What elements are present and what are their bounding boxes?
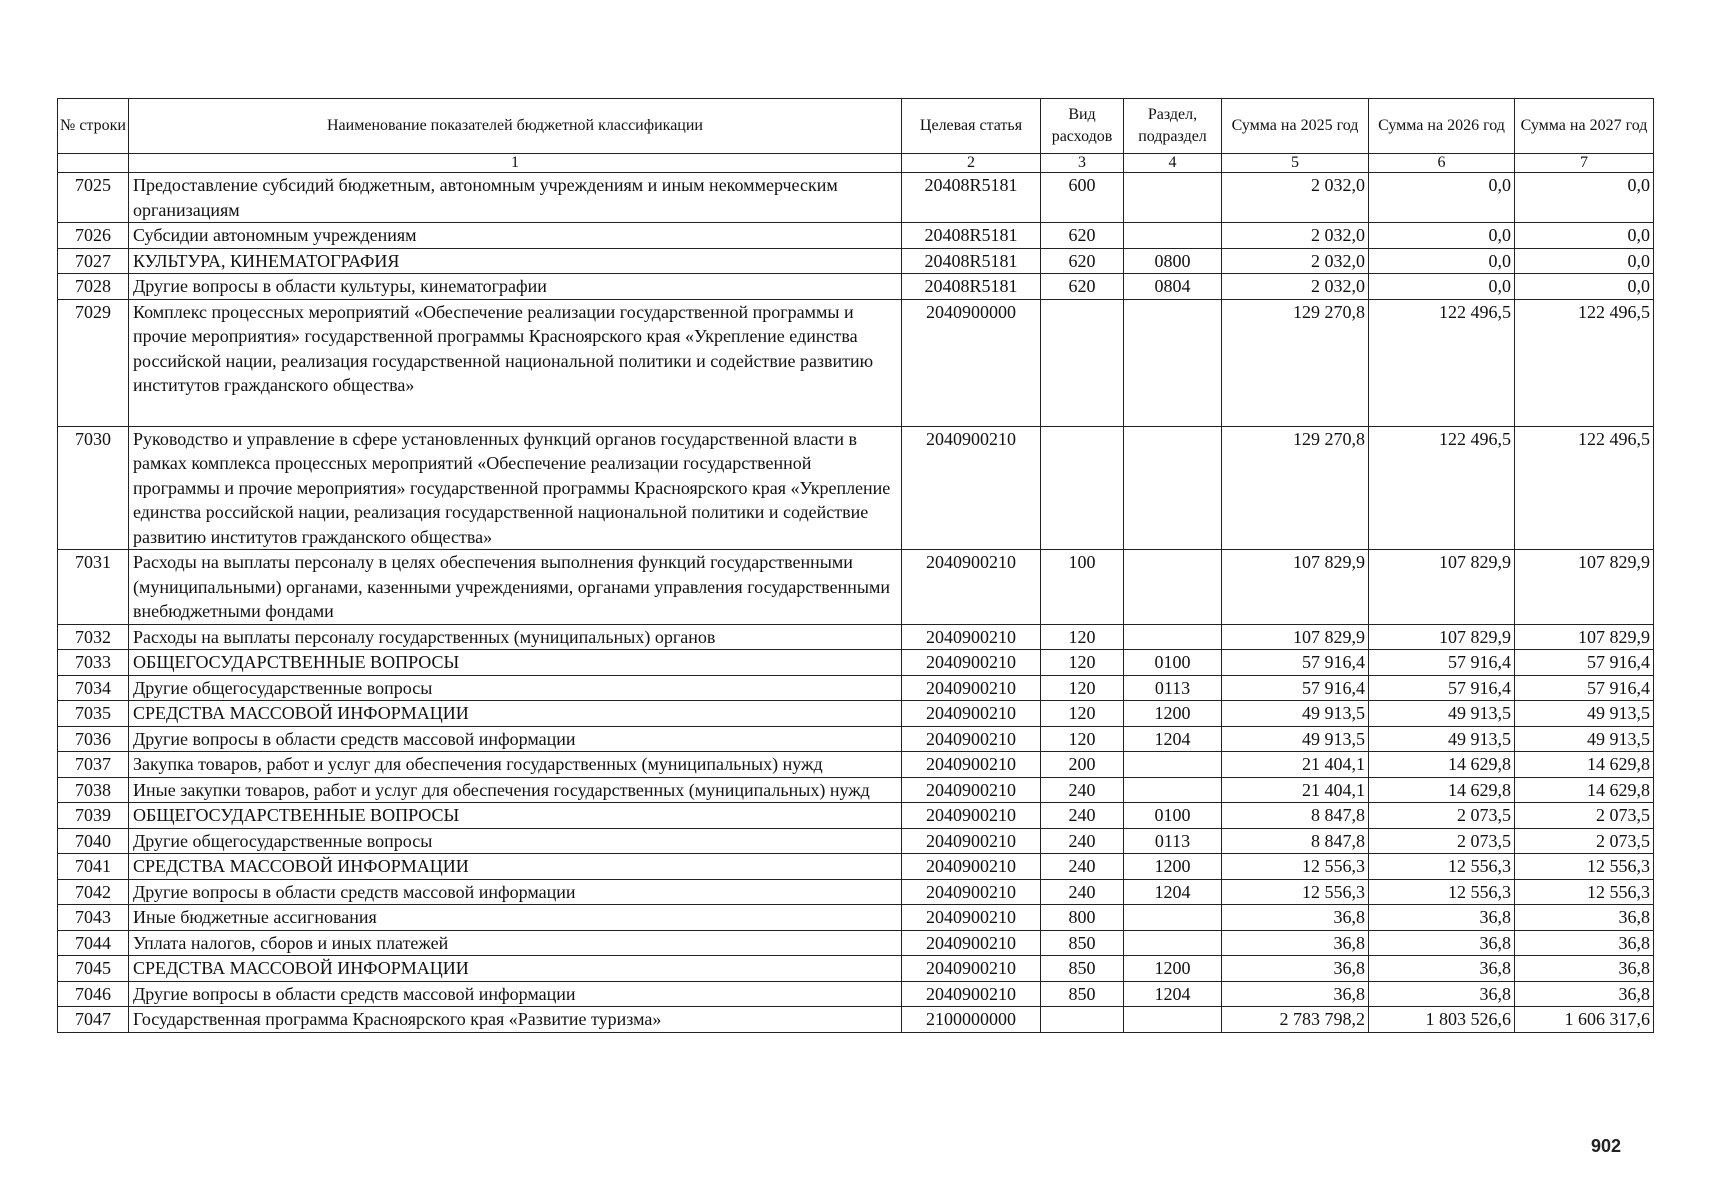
row-section bbox=[1124, 1007, 1222, 1033]
row-number: 7031 bbox=[58, 550, 129, 625]
row-name: КУЛЬТУРА, КИНЕМАТОГРАФИЯ bbox=[129, 248, 902, 274]
row-name: Иные бюджетные ассигнования bbox=[129, 905, 902, 931]
row-expense-kind: 240 bbox=[1041, 777, 1124, 803]
row-expense-kind: 620 bbox=[1041, 223, 1124, 249]
row-sum-2027: 0,0 bbox=[1515, 223, 1654, 249]
row-sum-2025: 107 829,9 bbox=[1222, 550, 1369, 625]
row-expense-kind: 120 bbox=[1041, 701, 1124, 727]
row-number: 7027 bbox=[58, 248, 129, 274]
column-number: 7 bbox=[1515, 154, 1654, 173]
row-sum-2027: 36,8 bbox=[1515, 956, 1654, 982]
row-target-article: 2040900210 bbox=[902, 879, 1041, 905]
row-section bbox=[1124, 173, 1222, 223]
row-target-article: 2040900210 bbox=[902, 828, 1041, 854]
row-sum-2025: 57 916,4 bbox=[1222, 675, 1369, 701]
row-expense-kind: 850 bbox=[1041, 930, 1124, 956]
header-row bbox=[58, 99, 1654, 154]
table-row bbox=[58, 956, 1654, 982]
row-expense-kind bbox=[1041, 426, 1124, 550]
column-number: 5 bbox=[1222, 154, 1369, 173]
row-number: 7034 bbox=[58, 675, 129, 701]
row-section: 1200 bbox=[1124, 854, 1222, 880]
row-expense-kind: 120 bbox=[1041, 624, 1124, 650]
row-sum-2026: 0,0 bbox=[1369, 274, 1515, 300]
row-sum-2026: 107 829,9 bbox=[1369, 624, 1515, 650]
row-section bbox=[1124, 752, 1222, 778]
row-name: Комплекс процессных мероприятий «Обеспечение реализации государственной программы и прочие мероприятия» государственной программы Красноярского края «Укрепление единства российской нации, реализация государственной национальной политики и содействие развитию институтов гражданского общества» bbox=[129, 299, 902, 426]
table-header bbox=[58, 99, 1654, 154]
row-section: 0113 bbox=[1124, 828, 1222, 854]
row-expense-kind: 240 bbox=[1041, 879, 1124, 905]
row-number: 7036 bbox=[58, 726, 129, 752]
row-sum-2025: 2 032,0 bbox=[1222, 248, 1369, 274]
row-name: Уплата налогов, сборов и иных платежей bbox=[129, 930, 902, 956]
table-row bbox=[58, 726, 1654, 752]
row-sum-2027: 0,0 bbox=[1515, 274, 1654, 300]
row-section bbox=[1124, 777, 1222, 803]
row-number: 7037 bbox=[58, 752, 129, 778]
row-number: 7042 bbox=[58, 879, 129, 905]
header-sum-2027: Сумма на 2027 год bbox=[1515, 99, 1654, 154]
row-number: 7041 bbox=[58, 854, 129, 880]
table-row bbox=[58, 701, 1654, 727]
row-number: 7025 bbox=[58, 173, 129, 223]
row-sum-2027: 14 629,8 bbox=[1515, 777, 1654, 803]
row-sum-2027: 36,8 bbox=[1515, 905, 1654, 931]
column-number-row bbox=[58, 154, 1654, 173]
row-sum-2025: 8 847,8 bbox=[1222, 803, 1369, 829]
row-number: 7035 bbox=[58, 701, 129, 727]
row-sum-2026: 36,8 bbox=[1369, 905, 1515, 931]
row-target-article: 2040900210 bbox=[902, 905, 1041, 931]
row-target-article: 2040900210 bbox=[902, 956, 1041, 982]
row-sum-2025: 12 556,3 bbox=[1222, 879, 1369, 905]
row-name: Другие общегосударственные вопросы bbox=[129, 828, 902, 854]
row-name: СРЕДСТВА МАССОВОЙ ИНФОРМАЦИИ bbox=[129, 956, 902, 982]
row-section: 1200 bbox=[1124, 956, 1222, 982]
column-number: 6 bbox=[1369, 154, 1515, 173]
row-sum-2027: 122 496,5 bbox=[1515, 299, 1654, 426]
row-sum-2025: 8 847,8 bbox=[1222, 828, 1369, 854]
row-sum-2026: 107 829,9 bbox=[1369, 550, 1515, 625]
row-name: Закупка товаров, работ и услуг для обеспечения государственных (муниципальных) нужд bbox=[129, 752, 902, 778]
table-row bbox=[58, 675, 1654, 701]
row-number: 7029 bbox=[58, 299, 129, 426]
row-number: 7039 bbox=[58, 803, 129, 829]
row-sum-2026: 0,0 bbox=[1369, 223, 1515, 249]
row-sum-2025: 49 913,5 bbox=[1222, 701, 1369, 727]
row-sum-2027: 57 916,4 bbox=[1515, 650, 1654, 676]
row-number: 7030 bbox=[58, 426, 129, 550]
row-name: Другие вопросы в области средств массовой информации bbox=[129, 981, 902, 1007]
row-target-article: 20408R5181 bbox=[902, 248, 1041, 274]
row-sum-2026: 49 913,5 bbox=[1369, 701, 1515, 727]
row-section bbox=[1124, 426, 1222, 550]
row-sum-2026: 2 073,5 bbox=[1369, 828, 1515, 854]
row-sum-2026: 14 629,8 bbox=[1369, 752, 1515, 778]
row-sum-2025: 12 556,3 bbox=[1222, 854, 1369, 880]
row-sum-2025: 36,8 bbox=[1222, 956, 1369, 982]
row-sum-2025: 2 032,0 bbox=[1222, 274, 1369, 300]
row-expense-kind: 620 bbox=[1041, 248, 1124, 274]
row-expense-kind: 600 bbox=[1041, 173, 1124, 223]
table-row bbox=[58, 854, 1654, 880]
row-name: Предоставление субсидий бюджетным, автономным учреждениям и иным некоммерческим организациям bbox=[129, 173, 902, 223]
row-sum-2027: 2 073,5 bbox=[1515, 828, 1654, 854]
table-row bbox=[58, 650, 1654, 676]
column-number: 3 bbox=[1041, 154, 1124, 173]
row-expense-kind: 200 bbox=[1041, 752, 1124, 778]
table-row bbox=[58, 248, 1654, 274]
table-row bbox=[58, 930, 1654, 956]
row-sum-2027: 49 913,5 bbox=[1515, 701, 1654, 727]
row-sum-2027: 57 916,4 bbox=[1515, 675, 1654, 701]
row-sum-2027: 36,8 bbox=[1515, 981, 1654, 1007]
page-number: 902 bbox=[1590, 1136, 1621, 1156]
row-sum-2025: 2 032,0 bbox=[1222, 173, 1369, 223]
row-target-article: 2040900210 bbox=[902, 550, 1041, 625]
row-sum-2025: 49 913,5 bbox=[1222, 726, 1369, 752]
row-section: 0100 bbox=[1124, 803, 1222, 829]
row-sum-2025: 36,8 bbox=[1222, 905, 1369, 931]
row-name: Расходы на выплаты персоналу государственных (муниципальных) органов bbox=[129, 624, 902, 650]
table-row bbox=[58, 777, 1654, 803]
table-row bbox=[58, 274, 1654, 300]
table-row bbox=[58, 981, 1654, 1007]
row-expense-kind: 100 bbox=[1041, 550, 1124, 625]
column-number: 1 bbox=[129, 154, 902, 173]
row-target-article: 2040900210 bbox=[902, 426, 1041, 550]
row-sum-2026: 49 913,5 bbox=[1369, 726, 1515, 752]
row-expense-kind bbox=[1041, 299, 1124, 426]
header-section: Раздел, подраздел bbox=[1124, 99, 1222, 154]
row-name: Другие общегосударственные вопросы bbox=[129, 675, 902, 701]
row-sum-2026: 14 629,8 bbox=[1369, 777, 1515, 803]
header-row-number: № строки bbox=[58, 99, 129, 154]
row-section: 0100 bbox=[1124, 650, 1222, 676]
row-sum-2026: 12 556,3 bbox=[1369, 854, 1515, 880]
budget-table bbox=[57, 98, 1654, 1033]
row-target-article: 2040900210 bbox=[902, 701, 1041, 727]
row-sum-2027: 107 829,9 bbox=[1515, 624, 1654, 650]
row-target-article: 2040900210 bbox=[902, 803, 1041, 829]
row-section bbox=[1124, 299, 1222, 426]
row-expense-kind: 240 bbox=[1041, 854, 1124, 880]
row-sum-2025: 21 404,1 bbox=[1222, 752, 1369, 778]
row-sum-2027: 122 496,5 bbox=[1515, 426, 1654, 550]
row-sum-2025: 36,8 bbox=[1222, 930, 1369, 956]
row-expense-kind: 850 bbox=[1041, 981, 1124, 1007]
row-target-article: 2040900210 bbox=[902, 624, 1041, 650]
row-expense-kind bbox=[1041, 1007, 1124, 1033]
row-section: 1204 bbox=[1124, 726, 1222, 752]
row-sum-2026: 1 803 526,6 bbox=[1369, 1007, 1515, 1033]
table-body bbox=[58, 154, 1654, 1033]
row-sum-2025: 129 270,8 bbox=[1222, 426, 1369, 550]
table-row bbox=[58, 223, 1654, 249]
row-number: 7033 bbox=[58, 650, 129, 676]
row-section bbox=[1124, 550, 1222, 625]
row-number: 7044 bbox=[58, 930, 129, 956]
row-number: 7047 bbox=[58, 1007, 129, 1033]
row-target-article: 2040900210 bbox=[902, 854, 1041, 880]
row-sum-2027: 107 829,9 bbox=[1515, 550, 1654, 625]
row-section bbox=[1124, 905, 1222, 931]
row-expense-kind: 120 bbox=[1041, 650, 1124, 676]
row-sum-2025: 129 270,8 bbox=[1222, 299, 1369, 426]
table-row bbox=[58, 905, 1654, 931]
row-sum-2025: 2 783 798,2 bbox=[1222, 1007, 1369, 1033]
row-target-article: 20408R5181 bbox=[902, 274, 1041, 300]
row-sum-2026: 57 916,4 bbox=[1369, 650, 1515, 676]
table-row bbox=[58, 803, 1654, 829]
row-sum-2027: 0,0 bbox=[1515, 248, 1654, 274]
header-indicator-name: Наименование показателей бюджетной классификации bbox=[129, 99, 902, 154]
row-section: 1204 bbox=[1124, 981, 1222, 1007]
header-sum-2026: Сумма на 2026 год bbox=[1369, 99, 1515, 154]
row-expense-kind: 120 bbox=[1041, 726, 1124, 752]
row-section bbox=[1124, 930, 1222, 956]
row-number: 7028 bbox=[58, 274, 129, 300]
row-sum-2027: 1 606 317,6 bbox=[1515, 1007, 1654, 1033]
row-sum-2026: 36,8 bbox=[1369, 956, 1515, 982]
row-target-article: 2040900000 bbox=[902, 299, 1041, 426]
row-target-article: 2040900210 bbox=[902, 981, 1041, 1007]
row-sum-2026: 2 073,5 bbox=[1369, 803, 1515, 829]
table-row bbox=[58, 879, 1654, 905]
row-name: СРЕДСТВА МАССОВОЙ ИНФОРМАЦИИ bbox=[129, 854, 902, 880]
row-sum-2027: 49 913,5 bbox=[1515, 726, 1654, 752]
row-sum-2027: 12 556,3 bbox=[1515, 854, 1654, 880]
row-target-article: 2040900210 bbox=[902, 752, 1041, 778]
row-sum-2026: 122 496,5 bbox=[1369, 299, 1515, 426]
table-row bbox=[58, 299, 1654, 426]
row-sum-2026: 12 556,3 bbox=[1369, 879, 1515, 905]
row-sum-2025: 21 404,1 bbox=[1222, 777, 1369, 803]
row-name: Другие вопросы в области культуры, кинематографии bbox=[129, 274, 902, 300]
row-number: 7045 bbox=[58, 956, 129, 982]
row-number: 7038 bbox=[58, 777, 129, 803]
row-sum-2026: 0,0 bbox=[1369, 173, 1515, 223]
row-name: ОБЩЕГОСУДАРСТВЕННЫЕ ВОПРОСЫ bbox=[129, 803, 902, 829]
table-row bbox=[58, 624, 1654, 650]
row-name: Расходы на выплаты персоналу в целях обеспечения выполнения функций государственными (муниципальными) органами, казенными учреждениями, органами управления государственными внебюджетными фондами bbox=[129, 550, 902, 625]
header-sum-2025: Сумма на 2025 год bbox=[1222, 99, 1369, 154]
table-row bbox=[58, 173, 1654, 223]
row-sum-2025: 36,8 bbox=[1222, 981, 1369, 1007]
row-section: 0804 bbox=[1124, 274, 1222, 300]
row-sum-2026: 122 496,5 bbox=[1369, 426, 1515, 550]
row-sum-2026: 0,0 bbox=[1369, 248, 1515, 274]
row-sum-2027: 36,8 bbox=[1515, 930, 1654, 956]
row-name: Другие вопросы в области средств массовой информации bbox=[129, 879, 902, 905]
row-sum-2025: 2 032,0 bbox=[1222, 223, 1369, 249]
table-row bbox=[58, 550, 1654, 625]
row-target-article: 2040900210 bbox=[902, 777, 1041, 803]
row-expense-kind: 850 bbox=[1041, 956, 1124, 982]
row-section: 1204 bbox=[1124, 879, 1222, 905]
column-number: 4 bbox=[1124, 154, 1222, 173]
row-section bbox=[1124, 223, 1222, 249]
row-sum-2026: 36,8 bbox=[1369, 930, 1515, 956]
row-target-article: 2040900210 bbox=[902, 650, 1041, 676]
column-number: 2 bbox=[902, 154, 1041, 173]
row-target-article: 2040900210 bbox=[902, 675, 1041, 701]
row-name: Государственная программа Красноярского края «Развитие туризма» bbox=[129, 1007, 902, 1033]
header-expense-kind: Вид расходов bbox=[1041, 99, 1124, 154]
row-name: Другие вопросы в области средств массовой информации bbox=[129, 726, 902, 752]
row-sum-2027: 12 556,3 bbox=[1515, 879, 1654, 905]
row-expense-kind: 120 bbox=[1041, 675, 1124, 701]
column-number-blank bbox=[58, 154, 129, 173]
row-target-article: 2040900210 bbox=[902, 726, 1041, 752]
row-target-article: 20408R5181 bbox=[902, 223, 1041, 249]
row-number: 7026 bbox=[58, 223, 129, 249]
row-section: 0800 bbox=[1124, 248, 1222, 274]
table-row bbox=[58, 426, 1654, 550]
row-section: 1200 bbox=[1124, 701, 1222, 727]
row-number: 7040 bbox=[58, 828, 129, 854]
row-sum-2027: 2 073,5 bbox=[1515, 803, 1654, 829]
header-target-article: Целевая статья bbox=[902, 99, 1041, 154]
row-name: Субсидии автономным учреждениям bbox=[129, 223, 902, 249]
row-sum-2027: 0,0 bbox=[1515, 173, 1654, 223]
row-name: Иные закупки товаров, работ и услуг для обеспечения государственных (муниципальных) нужд bbox=[129, 777, 902, 803]
row-expense-kind: 800 bbox=[1041, 905, 1124, 931]
table-row bbox=[58, 1007, 1654, 1033]
row-sum-2025: 57 916,4 bbox=[1222, 650, 1369, 676]
row-sum-2027: 14 629,8 bbox=[1515, 752, 1654, 778]
row-expense-kind: 240 bbox=[1041, 803, 1124, 829]
row-name: СРЕДСТВА МАССОВОЙ ИНФОРМАЦИИ bbox=[129, 701, 902, 727]
row-expense-kind: 620 bbox=[1041, 274, 1124, 300]
row-section bbox=[1124, 624, 1222, 650]
row-name: ОБЩЕГОСУДАРСТВЕННЫЕ ВОПРОСЫ bbox=[129, 650, 902, 676]
row-sum-2026: 57 916,4 bbox=[1369, 675, 1515, 701]
row-number: 7032 bbox=[58, 624, 129, 650]
row-sum-2026: 36,8 bbox=[1369, 981, 1515, 1007]
table-row bbox=[58, 828, 1654, 854]
row-expense-kind: 240 bbox=[1041, 828, 1124, 854]
row-number: 7046 bbox=[58, 981, 129, 1007]
row-target-article: 2100000000 bbox=[902, 1007, 1041, 1033]
row-name: Руководство и управление в сфере установленных функций органов государственной власти в рамках комплекса процессных мероприятий «Обеспечение реализации государственной программы и прочие мероприятия» государственной программы Красноярского края «Укрепление единства российской нации, реализация государственной национальной политики и содействие развитию институтов гражданского общества» bbox=[129, 426, 902, 550]
row-target-article: 2040900210 bbox=[902, 930, 1041, 956]
table-row bbox=[58, 752, 1654, 778]
row-target-article: 20408R5181 bbox=[902, 173, 1041, 223]
row-number: 7043 bbox=[58, 905, 129, 931]
row-section: 0113 bbox=[1124, 675, 1222, 701]
row-sum-2025: 107 829,9 bbox=[1222, 624, 1369, 650]
